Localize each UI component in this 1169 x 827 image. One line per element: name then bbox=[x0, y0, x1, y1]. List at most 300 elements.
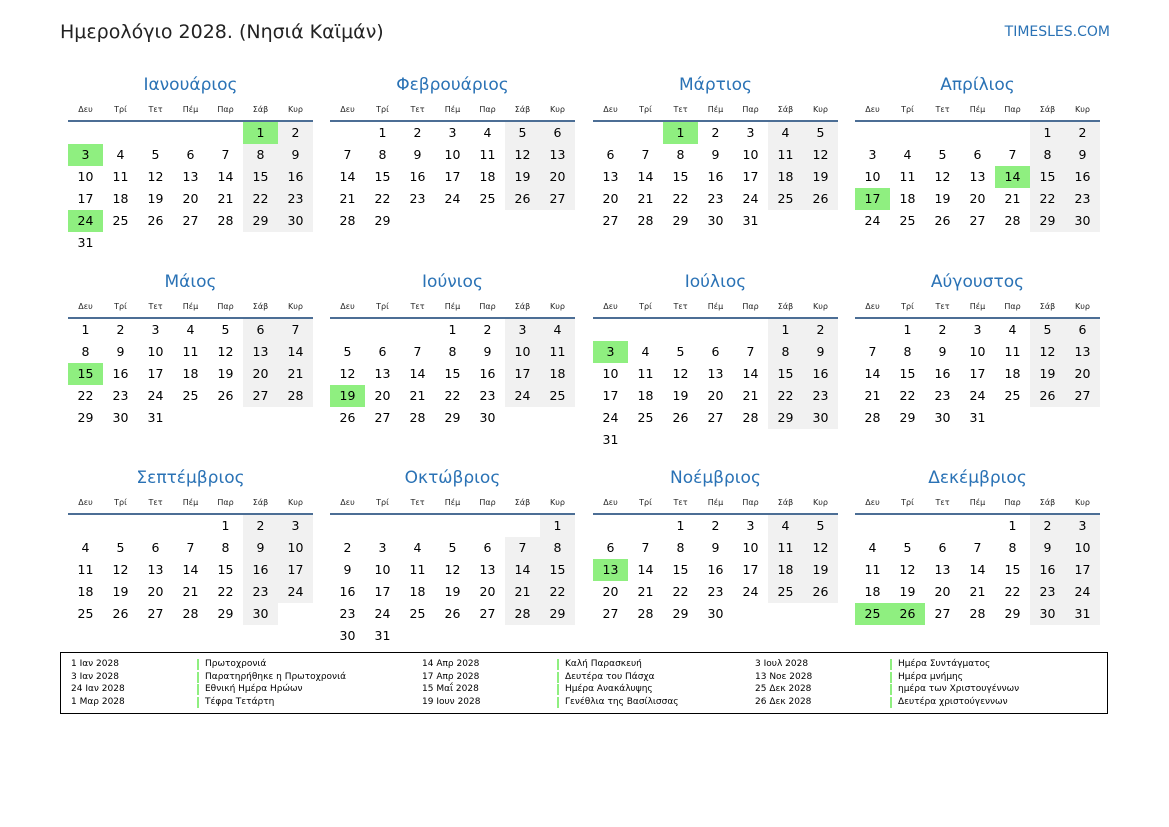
day-cell: 9 bbox=[413, 147, 422, 162]
day-cell: 18 bbox=[77, 584, 94, 599]
day-cell: 3 bbox=[868, 147, 877, 162]
empty-cell bbox=[505, 515, 540, 537]
day-cell: 6 bbox=[1065, 319, 1100, 341]
day-cell: 9 bbox=[1030, 537, 1065, 559]
day-cell: 26 bbox=[672, 410, 689, 425]
empty-cell bbox=[855, 319, 890, 341]
day-cell: 3 bbox=[378, 540, 387, 555]
weekday-label: Τρί bbox=[114, 105, 127, 114]
day-cell: 25 bbox=[1004, 388, 1021, 403]
legend-marker bbox=[197, 684, 199, 695]
day-cell: 7 bbox=[641, 147, 650, 162]
day-cell: 22 bbox=[672, 584, 689, 599]
day-cell: 2 bbox=[483, 322, 492, 337]
weekday-label: Πέμ bbox=[969, 498, 986, 507]
day-cell: 22 bbox=[374, 191, 391, 206]
day-cell: 22 bbox=[1030, 188, 1065, 210]
day-cell: 11 bbox=[182, 344, 199, 359]
day-cell: 9 bbox=[116, 344, 125, 359]
day-cell: 16 bbox=[278, 166, 313, 188]
weekday-label: Σάβ bbox=[1039, 302, 1056, 311]
weekday-label: Κυρ bbox=[813, 302, 828, 311]
day-cell: 28 bbox=[969, 606, 986, 621]
day-cell: 3 bbox=[151, 322, 160, 337]
weekday-label: Πέμ bbox=[182, 105, 199, 114]
day-cell: 20 bbox=[540, 166, 575, 188]
legend-date: 13 Νοε 2028 bbox=[755, 671, 813, 682]
day-cell: 28 bbox=[742, 410, 759, 425]
weekday-label: Τετ bbox=[410, 302, 425, 311]
legend-row bbox=[71, 696, 411, 709]
day-cell: 15 bbox=[899, 366, 916, 381]
day-cell: 17 bbox=[147, 366, 164, 381]
day-cell: 20 bbox=[707, 388, 724, 403]
weekday-label: Παρ bbox=[217, 105, 234, 114]
month-block bbox=[330, 75, 575, 232]
day-cell: 5 bbox=[448, 540, 457, 555]
day-cell: 9 bbox=[711, 147, 720, 162]
day-cell: 5 bbox=[343, 344, 352, 359]
day-cell: 5 bbox=[116, 540, 125, 555]
legend-date: 3 Ιαν 2028 bbox=[71, 671, 119, 682]
day-cell: 26 bbox=[339, 410, 356, 425]
day-cell: 6 bbox=[378, 344, 387, 359]
day-cell: 19 bbox=[505, 166, 540, 188]
empty-cell bbox=[68, 122, 103, 144]
weekday-label: Πέμ bbox=[444, 498, 461, 507]
day-cell: 19 bbox=[672, 388, 689, 403]
day-cell: 16 bbox=[112, 366, 129, 381]
day-cell: 21 bbox=[637, 584, 654, 599]
day-cell: 6 bbox=[606, 147, 615, 162]
day-cell: 17 bbox=[1065, 559, 1100, 581]
day-cell: 12 bbox=[147, 169, 164, 184]
day-cell: 19 bbox=[899, 584, 916, 599]
weekday-label: Τετ bbox=[935, 302, 950, 311]
day-grid bbox=[330, 515, 575, 647]
day-cell: 31 bbox=[374, 628, 391, 643]
legend-row bbox=[755, 683, 1095, 696]
day-cell: 15 bbox=[768, 363, 803, 385]
day-cell: 16 bbox=[707, 169, 724, 184]
month-name: Απρίλιος bbox=[940, 75, 1015, 95]
day-cell: 19 bbox=[803, 559, 838, 581]
holiday-day-cell: 1 bbox=[243, 122, 278, 144]
day-cell: 25 bbox=[768, 581, 803, 603]
day-cell: 10 bbox=[77, 169, 94, 184]
day-cell: 4 bbox=[768, 122, 803, 144]
day-cell: 14 bbox=[217, 169, 234, 184]
day-cell: 4 bbox=[641, 344, 650, 359]
day-cell: 25 bbox=[637, 410, 654, 425]
weekday-label: Τετ bbox=[148, 302, 163, 311]
day-cell: 25 bbox=[112, 213, 129, 228]
day-cell: 4 bbox=[1008, 322, 1017, 337]
day-cell: 30 bbox=[479, 410, 496, 425]
empty-cell bbox=[435, 515, 470, 537]
day-cell: 15 bbox=[1030, 166, 1065, 188]
day-cell: 23 bbox=[409, 191, 426, 206]
day-cell: 28 bbox=[339, 213, 356, 228]
day-cell: 16 bbox=[409, 169, 426, 184]
day-cell: 16 bbox=[479, 366, 496, 381]
weekday-label: Τετ bbox=[935, 105, 950, 114]
day-cell: 28 bbox=[182, 606, 199, 621]
month-block bbox=[330, 468, 575, 647]
weekday-label: Σάβ bbox=[1039, 498, 1056, 507]
legend-column bbox=[71, 658, 411, 708]
weekday-label: Πέμ bbox=[969, 302, 986, 311]
day-cell: 13 bbox=[182, 169, 199, 184]
day-grid bbox=[855, 319, 1100, 429]
legend-holiday-name: Ημέρα Ανακάλυψης bbox=[565, 684, 653, 695]
day-cell: 11 bbox=[864, 562, 881, 577]
day-cell: 15 bbox=[243, 166, 278, 188]
day-cell: 12 bbox=[934, 169, 951, 184]
month-name: Ιούνιος bbox=[422, 272, 483, 292]
holiday-legend bbox=[60, 652, 1108, 714]
holiday-day-cell: 3 bbox=[593, 341, 628, 363]
day-cell: 11 bbox=[768, 144, 803, 166]
weekday-label: Τρί bbox=[376, 498, 389, 507]
day-cell: 14 bbox=[182, 562, 199, 577]
weekday-label: Τρί bbox=[901, 302, 914, 311]
day-cell: 23 bbox=[934, 388, 951, 403]
day-cell: 12 bbox=[672, 366, 689, 381]
month-name: Σεπτέμβριος bbox=[136, 468, 245, 488]
empty-cell bbox=[925, 515, 960, 537]
day-cell: 2 bbox=[938, 322, 947, 337]
day-cell: 6 bbox=[483, 540, 492, 555]
day-cell: 20 bbox=[182, 191, 199, 206]
weekday-label: Δευ bbox=[340, 498, 355, 507]
day-cell: 20 bbox=[934, 584, 951, 599]
day-cell: 13 bbox=[1065, 341, 1100, 363]
legend-holiday-name: Δευτέρα χριστούγεννων bbox=[898, 696, 1008, 707]
empty-cell bbox=[138, 122, 173, 144]
weekday-label: Τρί bbox=[639, 302, 652, 311]
weekday-label: Δευ bbox=[603, 498, 618, 507]
legend-date: 26 Δεκ 2028 bbox=[755, 696, 812, 707]
day-cell: 30 bbox=[803, 407, 838, 429]
day-cell: 31 bbox=[77, 235, 94, 250]
weekday-label: Τετ bbox=[148, 105, 163, 114]
day-cell: 1 bbox=[540, 515, 575, 537]
holiday-day-cell: 25 bbox=[855, 603, 890, 625]
day-cell: 31 bbox=[969, 410, 986, 425]
day-cell: 24 bbox=[864, 213, 881, 228]
day-cell: 22 bbox=[444, 388, 461, 403]
day-cell: 2 bbox=[803, 319, 838, 341]
day-cell: 13 bbox=[602, 169, 619, 184]
day-cell: 11 bbox=[768, 537, 803, 559]
month-name: Μάρτιος bbox=[678, 75, 753, 95]
day-cell: 15 bbox=[540, 559, 575, 581]
day-cell: 28 bbox=[1004, 213, 1021, 228]
day-cell: 27 bbox=[147, 606, 164, 621]
day-cell: 29 bbox=[444, 410, 461, 425]
weekday-label: Παρ bbox=[742, 498, 759, 507]
weekday-label: Δευ bbox=[865, 498, 880, 507]
day-cell: 26 bbox=[934, 213, 951, 228]
weekday-label: Παρ bbox=[742, 302, 759, 311]
month-block bbox=[855, 468, 1100, 625]
weekday-label: Δευ bbox=[78, 302, 93, 311]
day-cell: 27 bbox=[374, 410, 391, 425]
day-cell: 20 bbox=[602, 584, 619, 599]
legend-marker bbox=[890, 672, 892, 683]
empty-cell bbox=[628, 319, 663, 341]
month-name: Ιανουάριος bbox=[143, 75, 238, 95]
weekday-label: Δευ bbox=[865, 302, 880, 311]
weekday-label: Πέμ bbox=[444, 302, 461, 311]
empty-cell bbox=[365, 319, 400, 341]
day-cell: 17 bbox=[77, 191, 94, 206]
holiday-day-cell: 13 bbox=[593, 559, 628, 581]
day-cell: 3 bbox=[746, 125, 755, 140]
day-cell: 26 bbox=[1030, 385, 1065, 407]
day-cell: 2 bbox=[711, 125, 720, 140]
month-name: Ιούλιος bbox=[684, 272, 747, 292]
weekday-label: Κυρ bbox=[813, 498, 828, 507]
empty-cell bbox=[470, 515, 505, 537]
holiday-day-cell: 14 bbox=[995, 166, 1030, 188]
day-cell: 28 bbox=[505, 603, 540, 625]
day-cell: 15 bbox=[374, 169, 391, 184]
day-cell: 6 bbox=[711, 344, 720, 359]
day-cell: 12 bbox=[803, 537, 838, 559]
weekday-label: Παρ bbox=[1004, 498, 1021, 507]
weekday-label: Τετ bbox=[673, 302, 688, 311]
month-block bbox=[593, 75, 838, 232]
day-cell: 27 bbox=[540, 188, 575, 210]
day-cell: 18 bbox=[409, 584, 426, 599]
day-cell: 24 bbox=[444, 191, 461, 206]
day-cell: 25 bbox=[899, 213, 916, 228]
empty-cell bbox=[960, 515, 995, 537]
day-cell: 4 bbox=[413, 540, 422, 555]
day-cell: 1 bbox=[81, 322, 90, 337]
day-cell: 24 bbox=[147, 388, 164, 403]
day-cell: 23 bbox=[243, 581, 278, 603]
day-cell: 1 bbox=[676, 518, 685, 533]
holiday-day-cell: 24 bbox=[68, 210, 103, 232]
empty-cell bbox=[330, 319, 365, 341]
site-link[interactable]: TIMESLES.COM bbox=[1004, 24, 1110, 40]
day-cell: 17 bbox=[742, 562, 759, 577]
day-cell: 1 bbox=[221, 518, 230, 533]
weekday-label: Κυρ bbox=[550, 302, 565, 311]
day-cell: 30 bbox=[707, 606, 724, 621]
legend-marker bbox=[890, 697, 892, 708]
legend-row bbox=[422, 696, 762, 709]
weekday-header bbox=[593, 300, 838, 313]
holiday-day-cell: 1 bbox=[663, 122, 698, 144]
day-cell: 23 bbox=[1065, 188, 1100, 210]
legend-holiday-name: Παρατηρήθηκε η Πρωτοχρονιά bbox=[205, 671, 347, 682]
day-cell: 2 bbox=[1065, 122, 1100, 144]
weekday-label: Τρί bbox=[639, 498, 652, 507]
day-cell: 21 bbox=[969, 584, 986, 599]
legend-date: 17 Απρ 2028 bbox=[422, 671, 480, 682]
day-cell: 3 bbox=[973, 322, 982, 337]
weekday-label: Κυρ bbox=[1075, 498, 1090, 507]
month-name: Φεβρουάριος bbox=[396, 75, 509, 95]
day-cell: 6 bbox=[540, 122, 575, 144]
empty-cell bbox=[628, 122, 663, 144]
day-cell: 22 bbox=[768, 385, 803, 407]
day-cell: 18 bbox=[479, 169, 496, 184]
weekday-label: Σάβ bbox=[252, 302, 269, 311]
day-cell: 9 bbox=[938, 344, 947, 359]
holiday-day-cell: 3 bbox=[68, 144, 103, 166]
weekday-label: Σάβ bbox=[514, 498, 531, 507]
legend-holiday-name: Ημέρα μνήμης bbox=[898, 671, 964, 682]
day-cell: 26 bbox=[217, 388, 234, 403]
day-cell: 11 bbox=[540, 341, 575, 363]
day-cell: 7 bbox=[221, 147, 230, 162]
day-cell: 18 bbox=[112, 191, 129, 206]
day-cell: 18 bbox=[768, 166, 803, 188]
day-cell: 8 bbox=[1030, 144, 1065, 166]
legend-row bbox=[755, 696, 1095, 709]
day-cell: 12 bbox=[803, 144, 838, 166]
weekday-label: Κυρ bbox=[550, 105, 565, 114]
weekday-label: Πέμ bbox=[969, 105, 986, 114]
day-cell: 22 bbox=[672, 191, 689, 206]
day-cell: 10 bbox=[1065, 537, 1100, 559]
day-cell: 16 bbox=[243, 559, 278, 581]
day-cell: 31 bbox=[1065, 603, 1100, 625]
day-cell: 25 bbox=[409, 606, 426, 621]
empty-cell bbox=[593, 515, 628, 537]
day-cell: 30 bbox=[1030, 603, 1065, 625]
day-cell: 30 bbox=[339, 628, 356, 643]
day-cell: 22 bbox=[899, 388, 916, 403]
day-cell: 8 bbox=[1008, 540, 1017, 555]
day-cell: 11 bbox=[112, 169, 129, 184]
day-cell: 24 bbox=[1065, 581, 1100, 603]
empty-cell bbox=[365, 515, 400, 537]
day-cell: 13 bbox=[969, 169, 986, 184]
page-title: Ημερολόγιο 2028. (Νησιά Καϊμάν) bbox=[60, 21, 384, 43]
day-cell: 8 bbox=[768, 341, 803, 363]
empty-cell bbox=[103, 515, 138, 537]
empty-cell bbox=[103, 122, 138, 144]
weekday-label: Πέμ bbox=[444, 105, 461, 114]
month-name: Νοέμβριος bbox=[670, 468, 761, 488]
empty-cell bbox=[855, 515, 890, 537]
day-cell: 11 bbox=[637, 366, 654, 381]
legend-date: 1 Μαρ 2028 bbox=[71, 696, 125, 707]
legend-marker bbox=[557, 659, 559, 670]
day-cell: 27 bbox=[479, 606, 496, 621]
weekday-label: Κυρ bbox=[288, 302, 303, 311]
day-grid bbox=[68, 122, 313, 254]
day-cell: 16 bbox=[707, 562, 724, 577]
weekday-label: Παρ bbox=[479, 302, 496, 311]
day-cell: 6 bbox=[186, 147, 195, 162]
day-cell: 31 bbox=[147, 410, 164, 425]
day-cell: 6 bbox=[606, 540, 615, 555]
weekday-label: Πέμ bbox=[707, 302, 724, 311]
legend-date: 24 Ιαν 2028 bbox=[71, 684, 125, 695]
day-cell: 7 bbox=[505, 537, 540, 559]
day-cell: 1 bbox=[903, 322, 912, 337]
day-cell: 21 bbox=[864, 388, 881, 403]
day-cell: 1 bbox=[1008, 518, 1017, 533]
month-block bbox=[330, 272, 575, 429]
day-cell: 18 bbox=[768, 559, 803, 581]
weekday-label: Δευ bbox=[340, 302, 355, 311]
empty-cell bbox=[173, 122, 208, 144]
day-cell: 3 bbox=[1065, 515, 1100, 537]
day-cell: 27 bbox=[1065, 385, 1100, 407]
day-cell: 14 bbox=[339, 169, 356, 184]
day-cell: 24 bbox=[742, 584, 759, 599]
day-cell: 18 bbox=[637, 388, 654, 403]
day-cell: 29 bbox=[540, 603, 575, 625]
day-cell: 13 bbox=[374, 366, 391, 381]
weekday-label: Κυρ bbox=[1075, 302, 1090, 311]
day-cell: 7 bbox=[186, 540, 195, 555]
day-cell: 29 bbox=[217, 606, 234, 621]
empty-cell bbox=[960, 122, 995, 144]
legend-column bbox=[422, 658, 762, 708]
day-cell: 13 bbox=[243, 341, 278, 363]
day-cell: 9 bbox=[483, 344, 492, 359]
month-block bbox=[593, 468, 838, 625]
day-cell: 4 bbox=[540, 319, 575, 341]
day-cell: 14 bbox=[505, 559, 540, 581]
day-cell: 30 bbox=[1065, 210, 1100, 232]
day-cell: 29 bbox=[672, 606, 689, 621]
day-cell: 13 bbox=[540, 144, 575, 166]
day-cell: 14 bbox=[969, 562, 986, 577]
weekday-label: Παρ bbox=[742, 105, 759, 114]
day-cell: 28 bbox=[637, 606, 654, 621]
day-cell: 12 bbox=[339, 366, 356, 381]
day-cell: 28 bbox=[278, 385, 313, 407]
weekday-label: Τετ bbox=[935, 498, 950, 507]
day-cell: 20 bbox=[147, 584, 164, 599]
day-cell: 7 bbox=[746, 344, 755, 359]
day-cell: 24 bbox=[278, 581, 313, 603]
day-cell: 10 bbox=[147, 344, 164, 359]
weekday-label: Σάβ bbox=[514, 302, 531, 311]
legend-row bbox=[71, 658, 411, 671]
day-cell: 1 bbox=[768, 319, 803, 341]
weekday-label: Σάβ bbox=[514, 105, 531, 114]
day-cell: 2 bbox=[278, 122, 313, 144]
weekday-label: Δευ bbox=[78, 105, 93, 114]
empty-cell bbox=[593, 319, 628, 341]
day-cell: 29 bbox=[77, 410, 94, 425]
day-cell: 24 bbox=[505, 385, 540, 407]
weekday-label: Τρί bbox=[376, 302, 389, 311]
day-cell: 14 bbox=[864, 366, 881, 381]
day-cell: 16 bbox=[803, 363, 838, 385]
day-cell: 24 bbox=[374, 606, 391, 621]
day-cell: 8 bbox=[448, 344, 457, 359]
legend-holiday-name: Ημέρα Συντάγματος bbox=[898, 659, 991, 669]
day-cell: 1 bbox=[448, 322, 457, 337]
day-cell: 29 bbox=[899, 410, 916, 425]
day-cell: 23 bbox=[339, 606, 356, 621]
weekday-label: Σάβ bbox=[252, 498, 269, 507]
weekday-header bbox=[330, 300, 575, 313]
day-cell: 20 bbox=[374, 388, 391, 403]
